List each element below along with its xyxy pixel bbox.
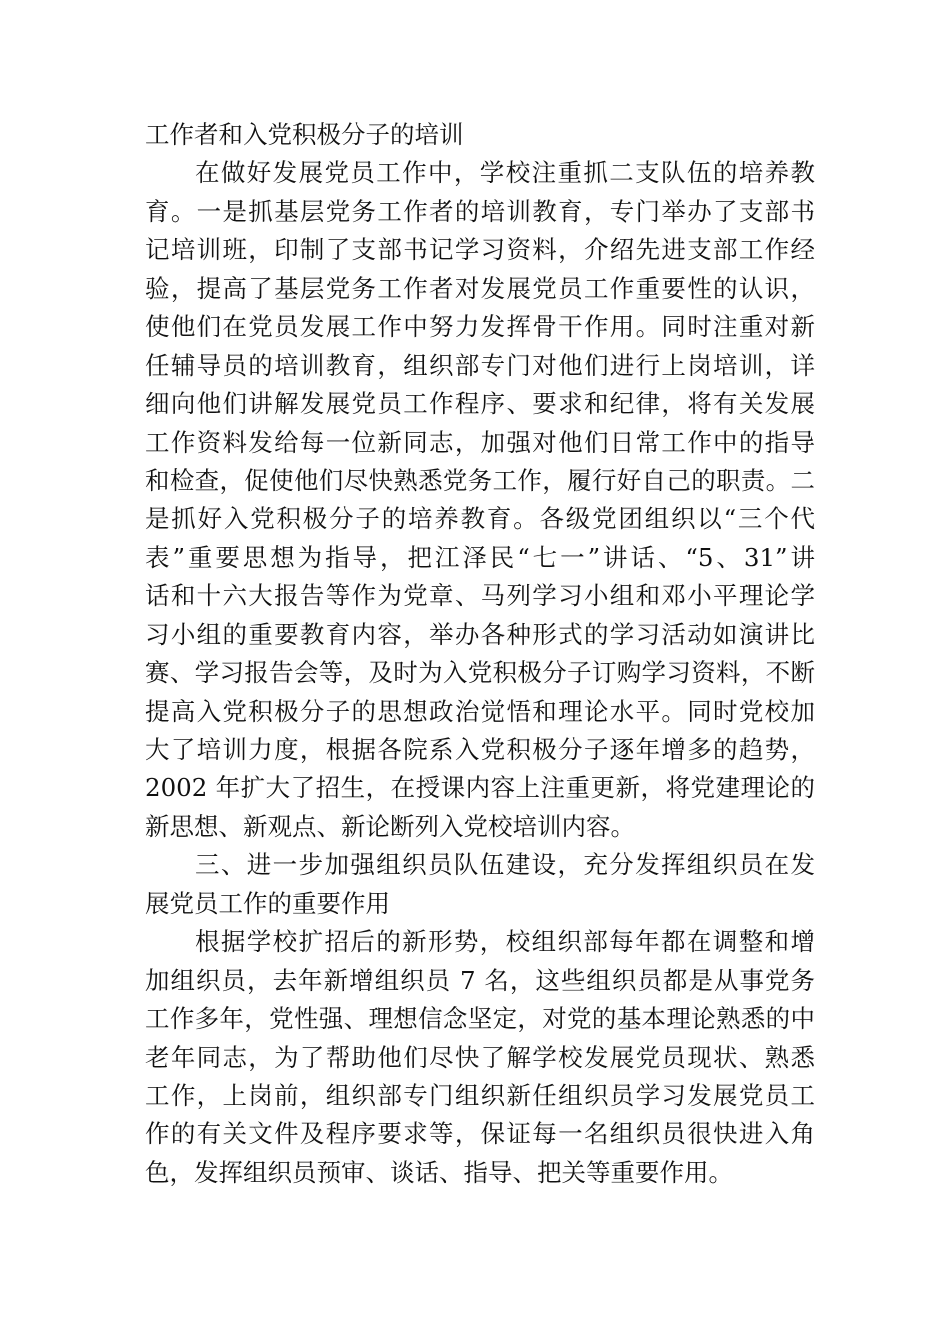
text-line: 是抓好入党积极分子的培养教育。各级党团组织以“三个代 [145,504,815,534]
text-line: 使他们在党员发展工作中努力发挥骨干作用。同时注重对新 [145,312,815,342]
text-line: 2002 年扩大了招生，在授课内容上注重更新，将党建理论的 [145,773,815,803]
text-line: 加组织员，去年新增组织员 7 名，这些组织员都是从事党务 [145,965,815,995]
text-line: 话和十六大报告等作为党章、马列学习小组和邓小平理论学 [145,581,815,611]
body-text [145,116,815,1192]
text-line: 习小组的重要教育内容，举办各种形式的学习活动如演讲比 [145,619,815,649]
text-line: 细向他们讲解发展党员工作程序、要求和纪律，将有关发展 [145,389,815,419]
text-line: 在做好发展党员工作中，学校注重抓二支队伍的培养教 [195,158,815,188]
text-line: 和检查，促使他们尽快熟悉党务工作，履行好自己的职责。二 [145,465,815,495]
text-line: 根据学校扩招后的新形势，校组织部每年都在调整和增 [195,927,815,957]
text-line: 验，提高了基层党务工作者对发展党员工作重要性的认识， [145,273,815,303]
text-line: 新思想、新观点、新论断列入党校培训内容。 [145,811,635,841]
text-line: 色，发挥组织员预审、谈话、指导、把关等重要作用。 [145,1157,733,1187]
text-line: 作的有关文件及程序要求等，保证每一名组织员很快进入角 [145,1119,815,1149]
text-line: 记培训班，印制了支部书记学习资料，介绍先进支部工作经 [145,235,815,265]
text-line: 育。一是抓基层党务工作者的培训教育，专门举办了支部书 [145,196,815,226]
text-line: 赛、学习报告会等，及时为入党积极分子订购学习资料，不断 [145,658,815,688]
text-line: 任辅导员的培训教育，组织部专门对他们进行上岗培训，详 [145,350,815,380]
text-line: 提高入党积极分子的思想政治觉悟和理论水平。同时党校加 [145,696,815,726]
text-line: 表”重要思想为指导，把江泽民“七一”讲话、“5、31”讲 [145,542,815,572]
text-line: 三、进一步加强组织员队伍建设，充分发挥组织员在发 [195,850,815,880]
text-line: 工作资料发给每一位新同志，加强对他们日常工作中的指导 [145,427,815,457]
text-line: 工作者和入党积极分子的培训 [145,120,464,149]
text-line: 工作多年，党性强、理想信念坚定，对党的基本理论熟悉的中 [145,1004,815,1034]
text-line: 大了培训力度，根据各院系入党积极分子逐年增多的趋势， [145,735,815,764]
text-line: 老年同志，为了帮助他们尽快了解学校发展党员现状、熟悉 [145,1042,815,1072]
text-line: 工作，上岗前，组织部专门组织新任组织员学习发展党员工 [145,1080,815,1110]
text-line: 展党员工作的重要作用 [145,888,390,918]
